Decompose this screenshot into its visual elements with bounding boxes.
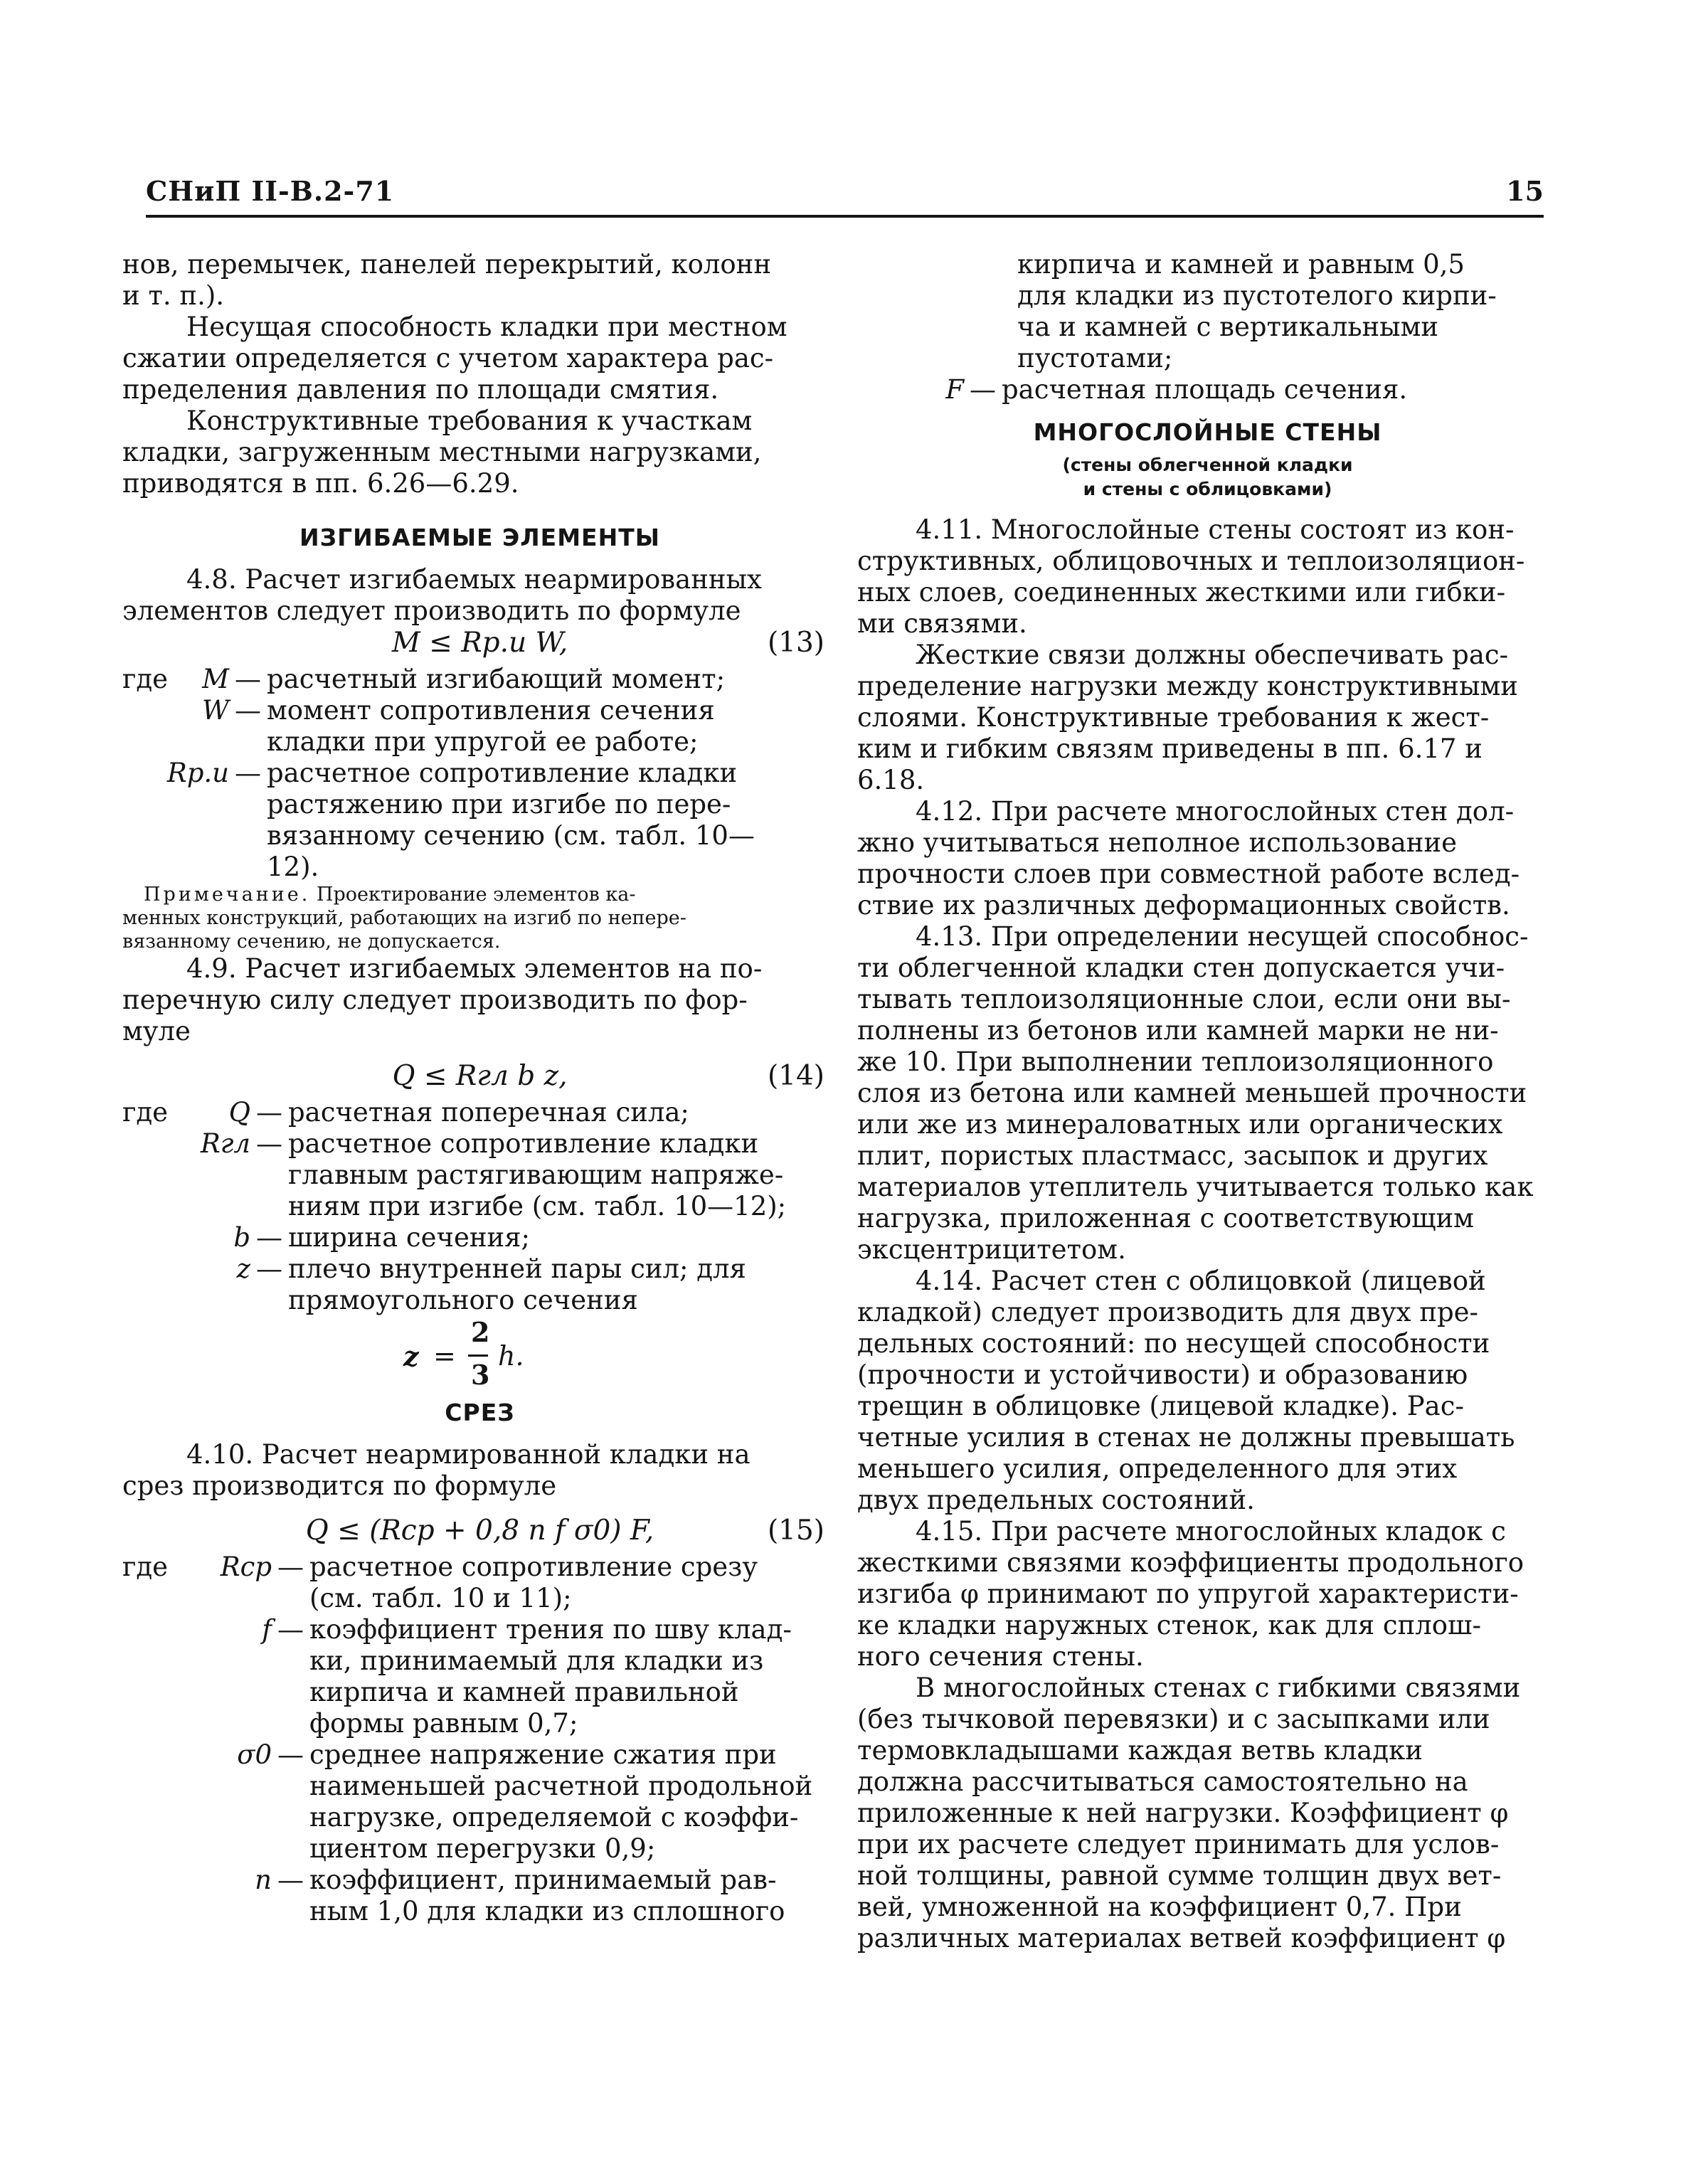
definition-text: расчетный изгибающий момент; <box>267 664 726 694</box>
definition-text: коэффициент трения по шву клад- ки, принимаемый для кладки из кирпича и камней правильной формы равным 0,7; <box>309 1614 792 1739</box>
section-heading-bending: ИЗГИБАЕМЫЕ ЭЛЕМЕНТЫ <box>299 524 660 551</box>
definition-text: момент сопротивления сечения кладки при упругой ее работе; <box>267 695 715 757</box>
fraction-lhs: z <box>403 1340 419 1372</box>
definition-prefix <box>122 758 165 883</box>
definition-item: где M — расчетный изгибающий момент; <box>122 664 837 695</box>
definition-item: W — момент сопротивления сечения кладки при упругой ее работе; <box>122 695 837 758</box>
definition-prefix <box>122 1253 179 1316</box>
clause-4-15: 4.15. При расчете многослойных кладок с жесткими связями коэффициенты продольного изгиба φ принимают по упругой характеристи- ке кладки наружных стенок, как для сплош- ного сечения стены. <box>857 1516 1524 1672</box>
document-code: СНиП II-В.2-71 <box>146 175 395 207</box>
definition-text: ширина сечения; <box>288 1222 530 1253</box>
definition-item: F — расчетная площадь сечения. <box>857 374 1558 405</box>
definition-item: где Q — расчетная поперечная сила; <box>122 1097 837 1128</box>
note <box>122 883 837 953</box>
definition-item: b — ширина сечения; <box>122 1222 837 1253</box>
definition-symbol: Rр.и <box>166 758 229 788</box>
clause-4-8: 4.8. Расчет изгибаемых неармированных элементов следует производить по формуле <box>122 564 762 626</box>
definition-symbol: W <box>201 695 229 726</box>
page-header <box>146 175 1544 218</box>
formula-14 <box>122 1060 837 1097</box>
fraction-factor: h. <box>498 1340 524 1372</box>
formula-14-number: (14) <box>767 1060 824 1092</box>
fraction-numerator: 2 <box>471 1316 490 1348</box>
definition-prefix <box>122 1614 190 1739</box>
clause-4-13: 4.13. При определении несущей способнос- ти облегченной кладки стен допускается учи- тывать теплоизоляционные слои, если они вы- полнены из бетонов или камней марки не ни- же 10. При выполнении теплоизоляционного слоя из бетона или камней меньшей прочности или же из минераловатных или органических плит, пористых пластмасс, засыпок и других материалов утеплитель учитывается только как нагрузка, приложенная с соответствующим эксцентрицитетом. <box>857 921 1534 1265</box>
clause-4-11: 4.11. Многослойные стены состоят из кон- структивных, облицовочных и теплоизоляцион- ных слоев, соединенных жесткими или гибки- ми связями. <box>857 514 1525 639</box>
definition-symbol: z <box>236 1253 250 1284</box>
formula-13-expression: M ≤ Rр.и W, <box>391 627 568 659</box>
definitions-15 <box>122 1552 837 1927</box>
left-column <box>122 249 837 1927</box>
definitions-13 <box>122 664 837 883</box>
clause-4-12: 4.12. При расчете многослойных стен дол- жно учитываться неполное использование прочности слоев при совместной работе вслед- ствие их различных деформационных свойств. <box>857 796 1520 921</box>
definition-text: расчетное сопротивление кладки главным растягивающим напряже- ниям при изгибе (см. табл. 10—12); <box>288 1128 787 1221</box>
section-heading-shear: СРЕЗ <box>445 1399 515 1426</box>
formula-15-expression: Q ≤ (Rср + 0,8 n f σ0) F, <box>305 1515 654 1547</box>
definition-prefix <box>122 1222 179 1253</box>
definition-symbol: n <box>255 1865 272 1895</box>
definition-symbol: σ0 <box>237 1739 272 1770</box>
note-text: Проектирование элементов ка- менных конструкций, работающих на изгиб по непере- вязанному сечению, не допускается. <box>122 884 686 953</box>
definition-text: расчетное сопротивление кладки растяжению при изгибе по пере- вязанному сечению (см. табл. 10— 12). <box>267 758 755 882</box>
definition-symbol: Rср <box>220 1552 272 1582</box>
fraction-equals: = <box>433 1340 456 1372</box>
clause-4-9: 4.9. Расчет изгибаемых элементов на по- перечную силу следует производить по фор- муле <box>122 953 763 1046</box>
definition-text: расчетная поперечная сила; <box>288 1097 689 1128</box>
section-heading-multilayer: МНОГОСЛОЙНЫЕ СТЕНЫ <box>1033 418 1382 446</box>
definition-text: коэффициент, принимаемый рав- ным 1,0 для кладки из сплошного <box>309 1865 785 1926</box>
definition-item: где Rср — расчетное сопротивление срезу (см. табл. 10 и 11); <box>122 1552 837 1614</box>
formula-lever-arm <box>122 1316 837 1399</box>
definition-prefix: где <box>122 664 169 694</box>
fraction-denominator: 3 <box>471 1359 490 1391</box>
right-column <box>857 249 1558 1954</box>
formula-14-expression: Q ≤ Rгл b z, <box>392 1060 568 1092</box>
definition-text: плечо внутренней пары сил; для прямоугольного сечения <box>288 1253 746 1315</box>
formula-13 <box>122 627 837 664</box>
paragraph-design-requirements: Конструктивные требования к участкам кладки, загруженным местными нагрузками, приводятся в пп. 6.26—6.29. <box>122 405 762 499</box>
definition-item: n — коэффициент, принимаемый рав- ным 1,0 для кладки из сплошного <box>122 1865 837 1927</box>
definition-prefix <box>122 1739 190 1865</box>
definition-text: расчетная площадь сечения. <box>1002 374 1408 405</box>
page-number: 15 <box>1506 175 1544 207</box>
clause-4-14: 4.14. Расчет стен с облицовкой (лицевой кладкой) следует производить для двух пре- дельных состояний: по несущей способности (прочности и устойчивости) и образованию трещин в облицовке (лицевой кладке). Рас- четные усилия в стенах не должны превышать меньшего усилия, определенного для этих двух предельных состояний. <box>857 1266 1515 1515</box>
definition-item: f — коэффициент трения по шву клад- ки, принимаемый для кладки из кирпича и камней правильной формы равным 0,7; <box>122 1614 837 1739</box>
definition-item: σ0 — среднее напряжение сжатия при наименьшей расчетной продольной нагрузке, определяемой с коэффи- циентом перегрузки 0,9; <box>122 1739 837 1865</box>
definition-symbol: M <box>202 664 229 694</box>
definition-item: Rгл — расчетное сопротивление кладки главным растягивающим напряже- ниям при изгибе (см. табл. 10—12); <box>122 1128 837 1222</box>
formula-15 <box>122 1515 837 1552</box>
definition-continuation: кирпича и камней и равным 0,5 для кладки из пустотелого кирпи- ча и камней с вертикальными пустотами; <box>1017 249 1497 373</box>
definition-prefix <box>122 1865 190 1927</box>
section-subheading: (стены облегченной кладки и стены с облицовками) <box>1062 455 1353 499</box>
definition-prefix: где <box>122 1097 169 1128</box>
definition-symbol: f <box>262 1614 272 1645</box>
paragraph-local-compression: Несущая способность кладки при местном сжатии определяется с учетом характера рас- пределения давления по площади смятия. <box>122 312 788 405</box>
note-label: Примечание. <box>144 884 311 906</box>
definition-text: среднее напряжение сжатия при наименьшей расчетной продольной нагрузке, определяемой с коэффи- циентом перегрузки 0,9; <box>309 1739 813 1864</box>
clause-4-11-rigid-ties: Жесткие связи должны обеспечивать рас- пределение нагрузки между конструктивными слоями. Конструктивные требования к жест- ким и гибким связям приведены в пп. 6.17 и 6.18. <box>857 640 1518 795</box>
paragraph-continuation: нов, перемычек, панелей перекрытий, колонн и т. п.). <box>122 249 771 311</box>
clause-4-15-flexible-ties: В многослойных стенах с гибкими связями (без тычковой перевязки) и с засыпками или термовкладышами каждая ветвь кладки должна рассчитываться самостоятельно на приложенные к ней нагрузки. Коэффициент φ при их расчете следует принимать для услов- ной толщины, равной сумме толщин двух вет- вей, умноженной на коэффициент 0,7. При различных материалах ветвей коэффициент φ <box>857 1673 1521 1954</box>
definition-item: Rр.и — расчетное сопротивление кладки растяжению при изгибе по пере- вязанному сечению (см. табл. 10— 12). <box>122 758 837 883</box>
definition-item: z — плечо внутренней пары сил; для прямоугольного сечения <box>122 1253 837 1316</box>
definition-symbol: Rгл <box>200 1128 250 1159</box>
definition-symbol: Q <box>228 1097 250 1128</box>
formula-13-number: (13) <box>767 627 824 659</box>
clause-4-10: 4.10. Расчет неармированной кладки на срез производится по формуле <box>122 1439 751 1501</box>
formula-15-number: (15) <box>767 1515 824 1547</box>
definition-prefix <box>122 1128 179 1222</box>
definition-text: расчетное сопротивление срезу (см. табл. 10 и 11); <box>309 1552 758 1613</box>
definitions-14 <box>122 1097 837 1316</box>
definition-symbol: b <box>233 1222 250 1253</box>
definition-symbol: F <box>945 374 964 405</box>
fraction-bar <box>468 1355 488 1357</box>
definition-prefix: где <box>122 1552 169 1582</box>
definition-prefix <box>122 695 165 758</box>
